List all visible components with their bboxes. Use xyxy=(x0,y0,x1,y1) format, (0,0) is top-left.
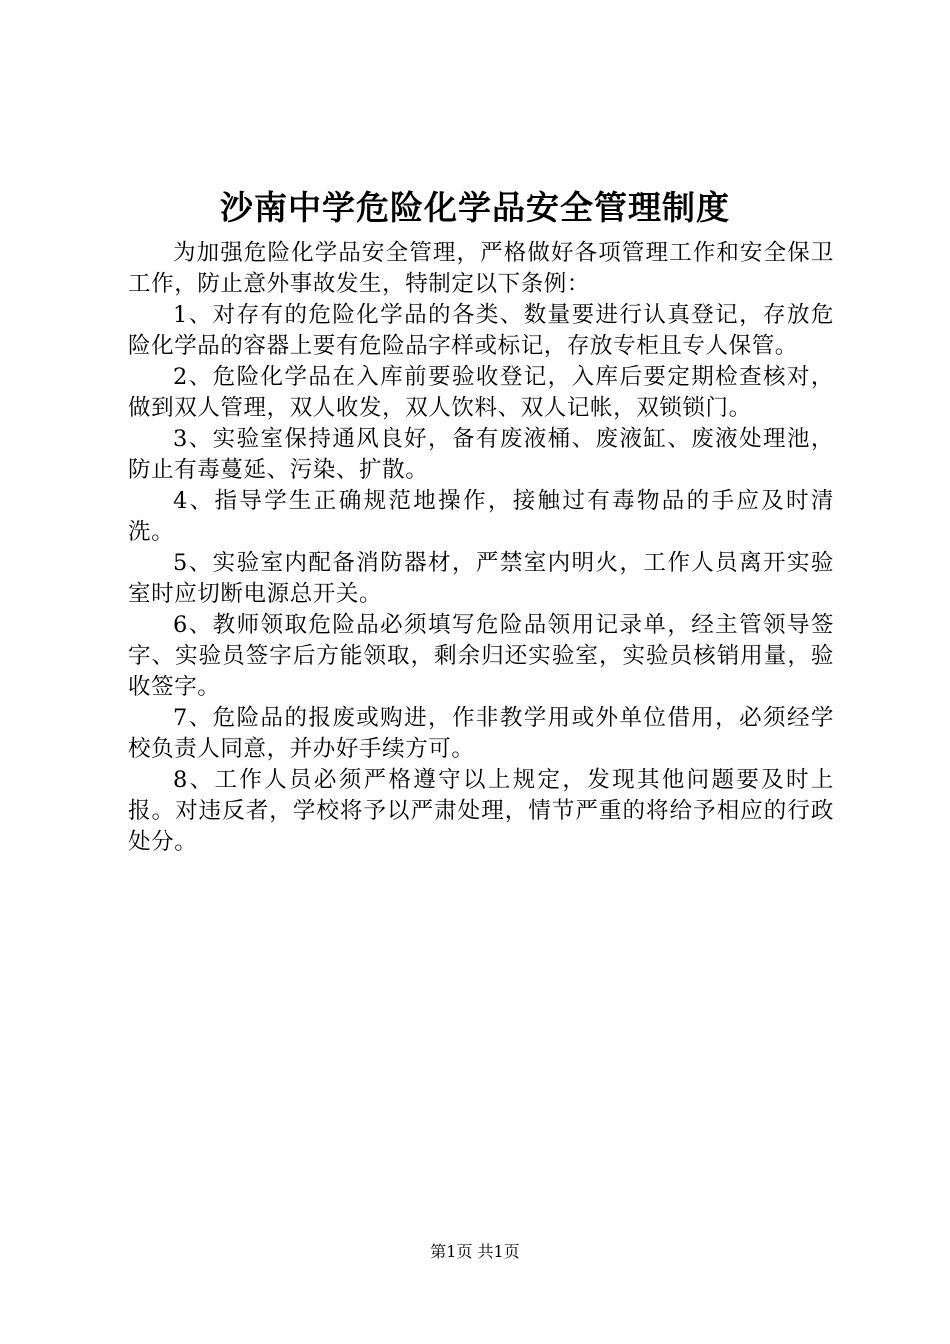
page-footer: 第1页 共1页 xyxy=(430,1242,520,1261)
rule-paragraph-1: 1、对存有的危险化学品的各类、数量要进行认真登记，存放危险化学品的容器上要有危险品字样或标记，存放专柜且专人保管。 xyxy=(128,302,834,359)
rule-paragraph-6: 6、教师领取危险品必须填写危险品领用记录单，经主管领导签字、实验员签字后方能领取，剩余归还实验室，实验员核销用量，验收签字。 xyxy=(128,612,834,700)
intro-paragraph: 为加强危险化学品安全管理，严格做好各项管理工作和安全保卫工作，防止意外事故发生，特制定以下条例： xyxy=(128,240,834,297)
document-title: 沙南中学危险化学品安全管理制度 xyxy=(220,188,730,227)
rule-paragraph-5: 5、实验室内配备消防器材，严禁室内明火，工作人员离开实验室时应切断电源总开关。 xyxy=(128,550,834,607)
rule-paragraph-3: 3、实验室保持通风良好，备有废液桶、废液缸、废液处理池，防止有毒蔓延、污染、扩散。 xyxy=(128,426,834,483)
document-body xyxy=(128,238,834,858)
rule-paragraph-2: 2、危险化学品在入库前要验收登记，入库后要定期检查核对，做到双人管理，双人收发，双人饮料、双人记帐，双锁锁门。 xyxy=(128,364,834,421)
rule-paragraph-8: 8、工作人员必须严格遵守以上规定，发现其他问题要及时上报。对违反者，学校将予以严肃处理，情节严重的将给予相应的行政处分。 xyxy=(128,767,834,855)
rule-paragraph-4: 4、指导学生正确规范地操作，接触过有毒物品的手应及时清洗。 xyxy=(128,488,834,545)
rule-paragraph-7: 7、危险品的报废或购进，作非教学用或外单位借用，必须经学校负责人同意，并办好手续方可。 xyxy=(128,705,834,762)
